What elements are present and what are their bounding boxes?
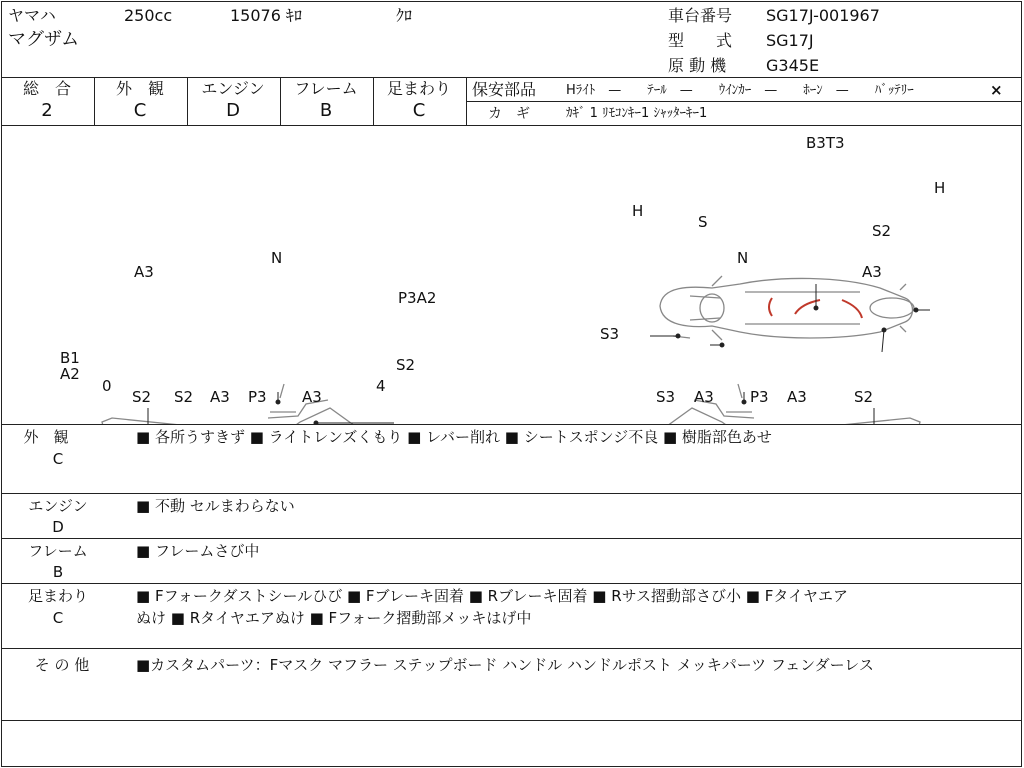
note-exterior-text: ■ 各所うすきず ■ ライトレンズくもり ■ レバー削れ ■ シートスポンジ不良 ■ 樹脂部色あせ (136, 428, 772, 446)
grade-suspension-label: 足まわり (386, 79, 451, 98)
model-name: マグザム (8, 29, 80, 50)
engine-label: 原 動 機 (668, 56, 727, 75)
scooter-right-side-view (638, 384, 920, 424)
frame-no-label: 車台番号 (668, 6, 733, 25)
label-top-s: S (698, 213, 708, 231)
keys-label: カ ギ (488, 106, 530, 122)
engine-value: G345E (766, 56, 820, 75)
label-left-n: N (271, 249, 283, 267)
displacement: 250cc (124, 6, 173, 25)
note-exterior-grade: C (52, 450, 64, 468)
label-left-p3: P3 (248, 388, 267, 406)
note-engine-text: ■ 不動 セルまわらない (136, 497, 295, 515)
grade-frame-value: B (319, 100, 333, 121)
label-right-a3-top: A3 (862, 263, 882, 281)
grade-overall-value: 2 (41, 100, 53, 121)
label-top-b3t3: B3T3 (806, 134, 845, 152)
label-top-s2: S2 (872, 222, 892, 240)
note-suspension-text: ■ Fフォークダストシールひび ■ Fブレーキ固着 ■ Rブレーキ固着 ■ Rサス摺動部さび小 ■ Fタイヤエア (136, 587, 849, 605)
type-value: SG17J (766, 31, 814, 50)
label-left-a3-a: A3 (210, 388, 230, 406)
grade-exterior-label: 外 観 (115, 79, 164, 98)
label-right-s3-side: S3 (600, 325, 620, 343)
label-right-s2: S2 (854, 388, 874, 406)
label-right-s3-bottom: S3 (656, 388, 676, 406)
label-left-p3a2: P3A2 (398, 289, 437, 307)
note-other-text: ■カスタムパーツ：Fマスク マフラー ステップボード ハンドル ハンドルポスト メッキパーツ フェンダーレス (136, 656, 874, 674)
type-label: 型 式 (668, 31, 733, 50)
label-left-a3-b: A3 (302, 388, 322, 406)
grade-suspension-value: C (412, 100, 426, 121)
label-left-s2-b: S2 (174, 388, 194, 406)
maker-name: ヤマハ (8, 6, 56, 25)
label-left-a2: A2 (60, 365, 80, 383)
label-top-h-right: H (934, 179, 946, 197)
color: ｸﾛ (396, 6, 413, 25)
note-suspension-label: 足まわり (27, 587, 88, 605)
note-other-label: そ の 他 (34, 656, 90, 674)
label-left-s2-a: S2 (132, 388, 152, 406)
note-frame-text: ■ フレームさび中 (136, 542, 260, 560)
safety-label: 保安部品 (472, 80, 537, 99)
damage-diagram (0, 126, 1022, 424)
label-left-0: 0 (102, 377, 112, 395)
safety-items: Hﾗｲﾄ — ﾃｰﾙ — ｳｲﾝｶｰ — ﾎｰﾝ — ﾊﾞｯﾃﾘｰ (566, 83, 914, 98)
scooter-top-view (660, 276, 914, 340)
note-frame-label: フレーム (28, 542, 88, 560)
label-left-s2-rear: S2 (396, 356, 416, 374)
keys-info: ｶｷﾞ 1 ﾘﾓｺﾝｷｰ1 ｼｬｯﾀｰｷｰ1 (566, 106, 708, 121)
grade-engine-label: エンジン (201, 79, 265, 98)
grade-overall-label: 総 合 (22, 79, 71, 98)
label-right-a3-b: A3 (787, 388, 807, 406)
mileage: 15076 ｷﾛ (230, 6, 302, 25)
note-frame-grade: B (52, 563, 64, 581)
grade-frame-label: フレーム (294, 79, 358, 98)
label-top-h-left: H (632, 202, 644, 220)
note-engine-grade: D (52, 518, 64, 536)
label-right-a3-a: A3 (694, 388, 714, 406)
label-right-p3: P3 (750, 388, 769, 406)
grade-exterior-value: C (133, 100, 147, 121)
note-exterior-label: 外 観 (23, 428, 69, 446)
note-suspension-grade: C (52, 609, 64, 627)
battery-missing-mark: × (990, 81, 1003, 99)
label-left-b1: B1 (60, 349, 80, 367)
label-left-4: 4 (376, 377, 386, 395)
label-left-a3-top: A3 (134, 263, 154, 281)
grade-engine-value: D (226, 100, 240, 121)
frame-no: SG17J-001967 (766, 6, 880, 25)
note-suspension-text-cont: ぬけ ■ Rタイヤエアぬけ ■ Fフォーク摺動部メッキはげ中 (136, 609, 532, 627)
label-right-n: N (737, 249, 749, 267)
note-engine-label: エンジン (28, 497, 88, 515)
